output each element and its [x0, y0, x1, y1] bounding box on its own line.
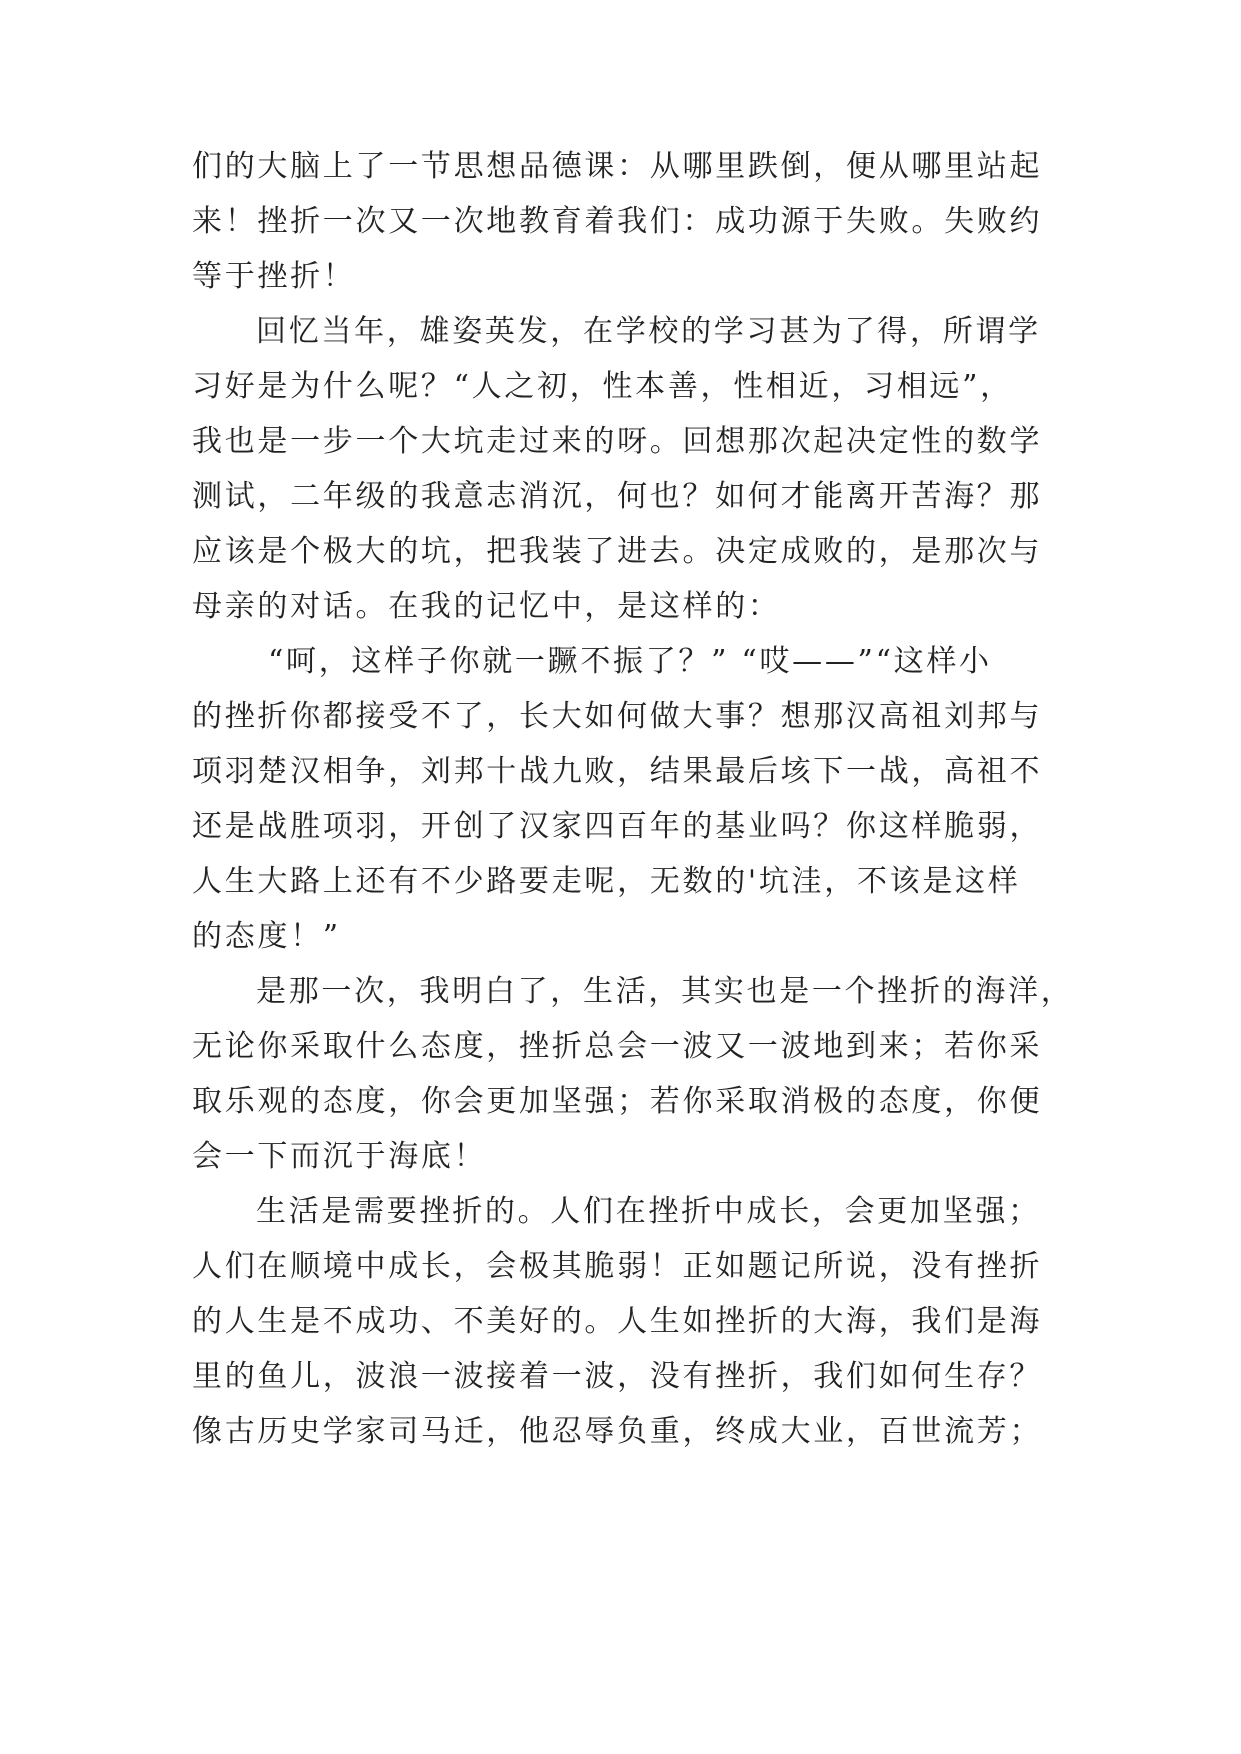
- text-line: 我也是一步一个大坑走过来的呀。回想那次起决定性的数学: [192, 424, 1043, 459]
- paragraph-start-line: 生活是需要挫折的。人们在挫折中成长，会更加坚强；: [256, 1194, 1041, 1229]
- paragraph-start-line: 是那一次，我明白了，生活，其实也是一个挫折的海洋，: [256, 974, 1074, 1009]
- text-line: 来！挫折一次又一次地教育着我们：成功源于失败。失败约: [192, 204, 1043, 239]
- text-line: 等于挫折！: [192, 259, 356, 294]
- text-line: 像古历史学家司马迁，他忍辱负重，终成大业，百世流芳；: [192, 1414, 1043, 1449]
- text-line: 人生大路上还有不少路要走呢，无数的'坑洼，不该是这样: [192, 864, 1021, 899]
- paragraph-start-line: “呵，这样子你就一蹶不振了？” “哎——”“这样小: [268, 644, 992, 679]
- text-line: 习好是为什么呢？“人之初，性本善，性相近，习相远”，: [192, 369, 1013, 404]
- text-line: 还是战胜项羽，开创了汉家四百年的基业吗？你这样脆弱，: [192, 809, 1043, 844]
- text-line: 应该是个极大的坑，把我装了进去。决定成败的，是那次与: [192, 534, 1043, 569]
- text-line: 会一下而沉于海底！: [192, 1139, 487, 1174]
- text-line: 里的鱼儿，波浪一波接着一波，没有挫折，我们如何生存？: [192, 1359, 1043, 1394]
- text-line: 母亲的对话。在我的记忆中，是这样的：: [192, 589, 781, 624]
- text-line: 的挫折你都接受不了，长大如何做大事？想那汉高祖刘邦与: [192, 699, 1043, 734]
- paragraph-start-line: 回忆当年，雄姿英发，在学校的学习甚为了得，所谓学: [256, 314, 1041, 349]
- text-line: 无论你采取什么态度，挫折总会一波又一波地到来；若你采: [192, 1029, 1043, 1064]
- text-line: 取乐观的态度，你会更加坚强；若你采取消极的态度，你便: [192, 1084, 1043, 1119]
- text-line: 测试，二年级的我意志消沉，何也？如何才能离开苦海？那: [192, 479, 1043, 514]
- text-line: 人们在顺境中成长，会极其脆弱！正如题记所说，没有挫折: [192, 1249, 1043, 1284]
- text-line: 的态度！”: [192, 919, 341, 954]
- text-line: 项羽楚汉相争，刘邦十战九败，结果最后垓下一战，高祖不: [192, 754, 1043, 789]
- text-line: 的人生是不成功、不美好的。人生如挫折的大海，我们是海: [192, 1304, 1043, 1339]
- text-line: 们的大脑上了一节思想品德课：从哪里跌倒，便从哪里站起: [192, 149, 1043, 184]
